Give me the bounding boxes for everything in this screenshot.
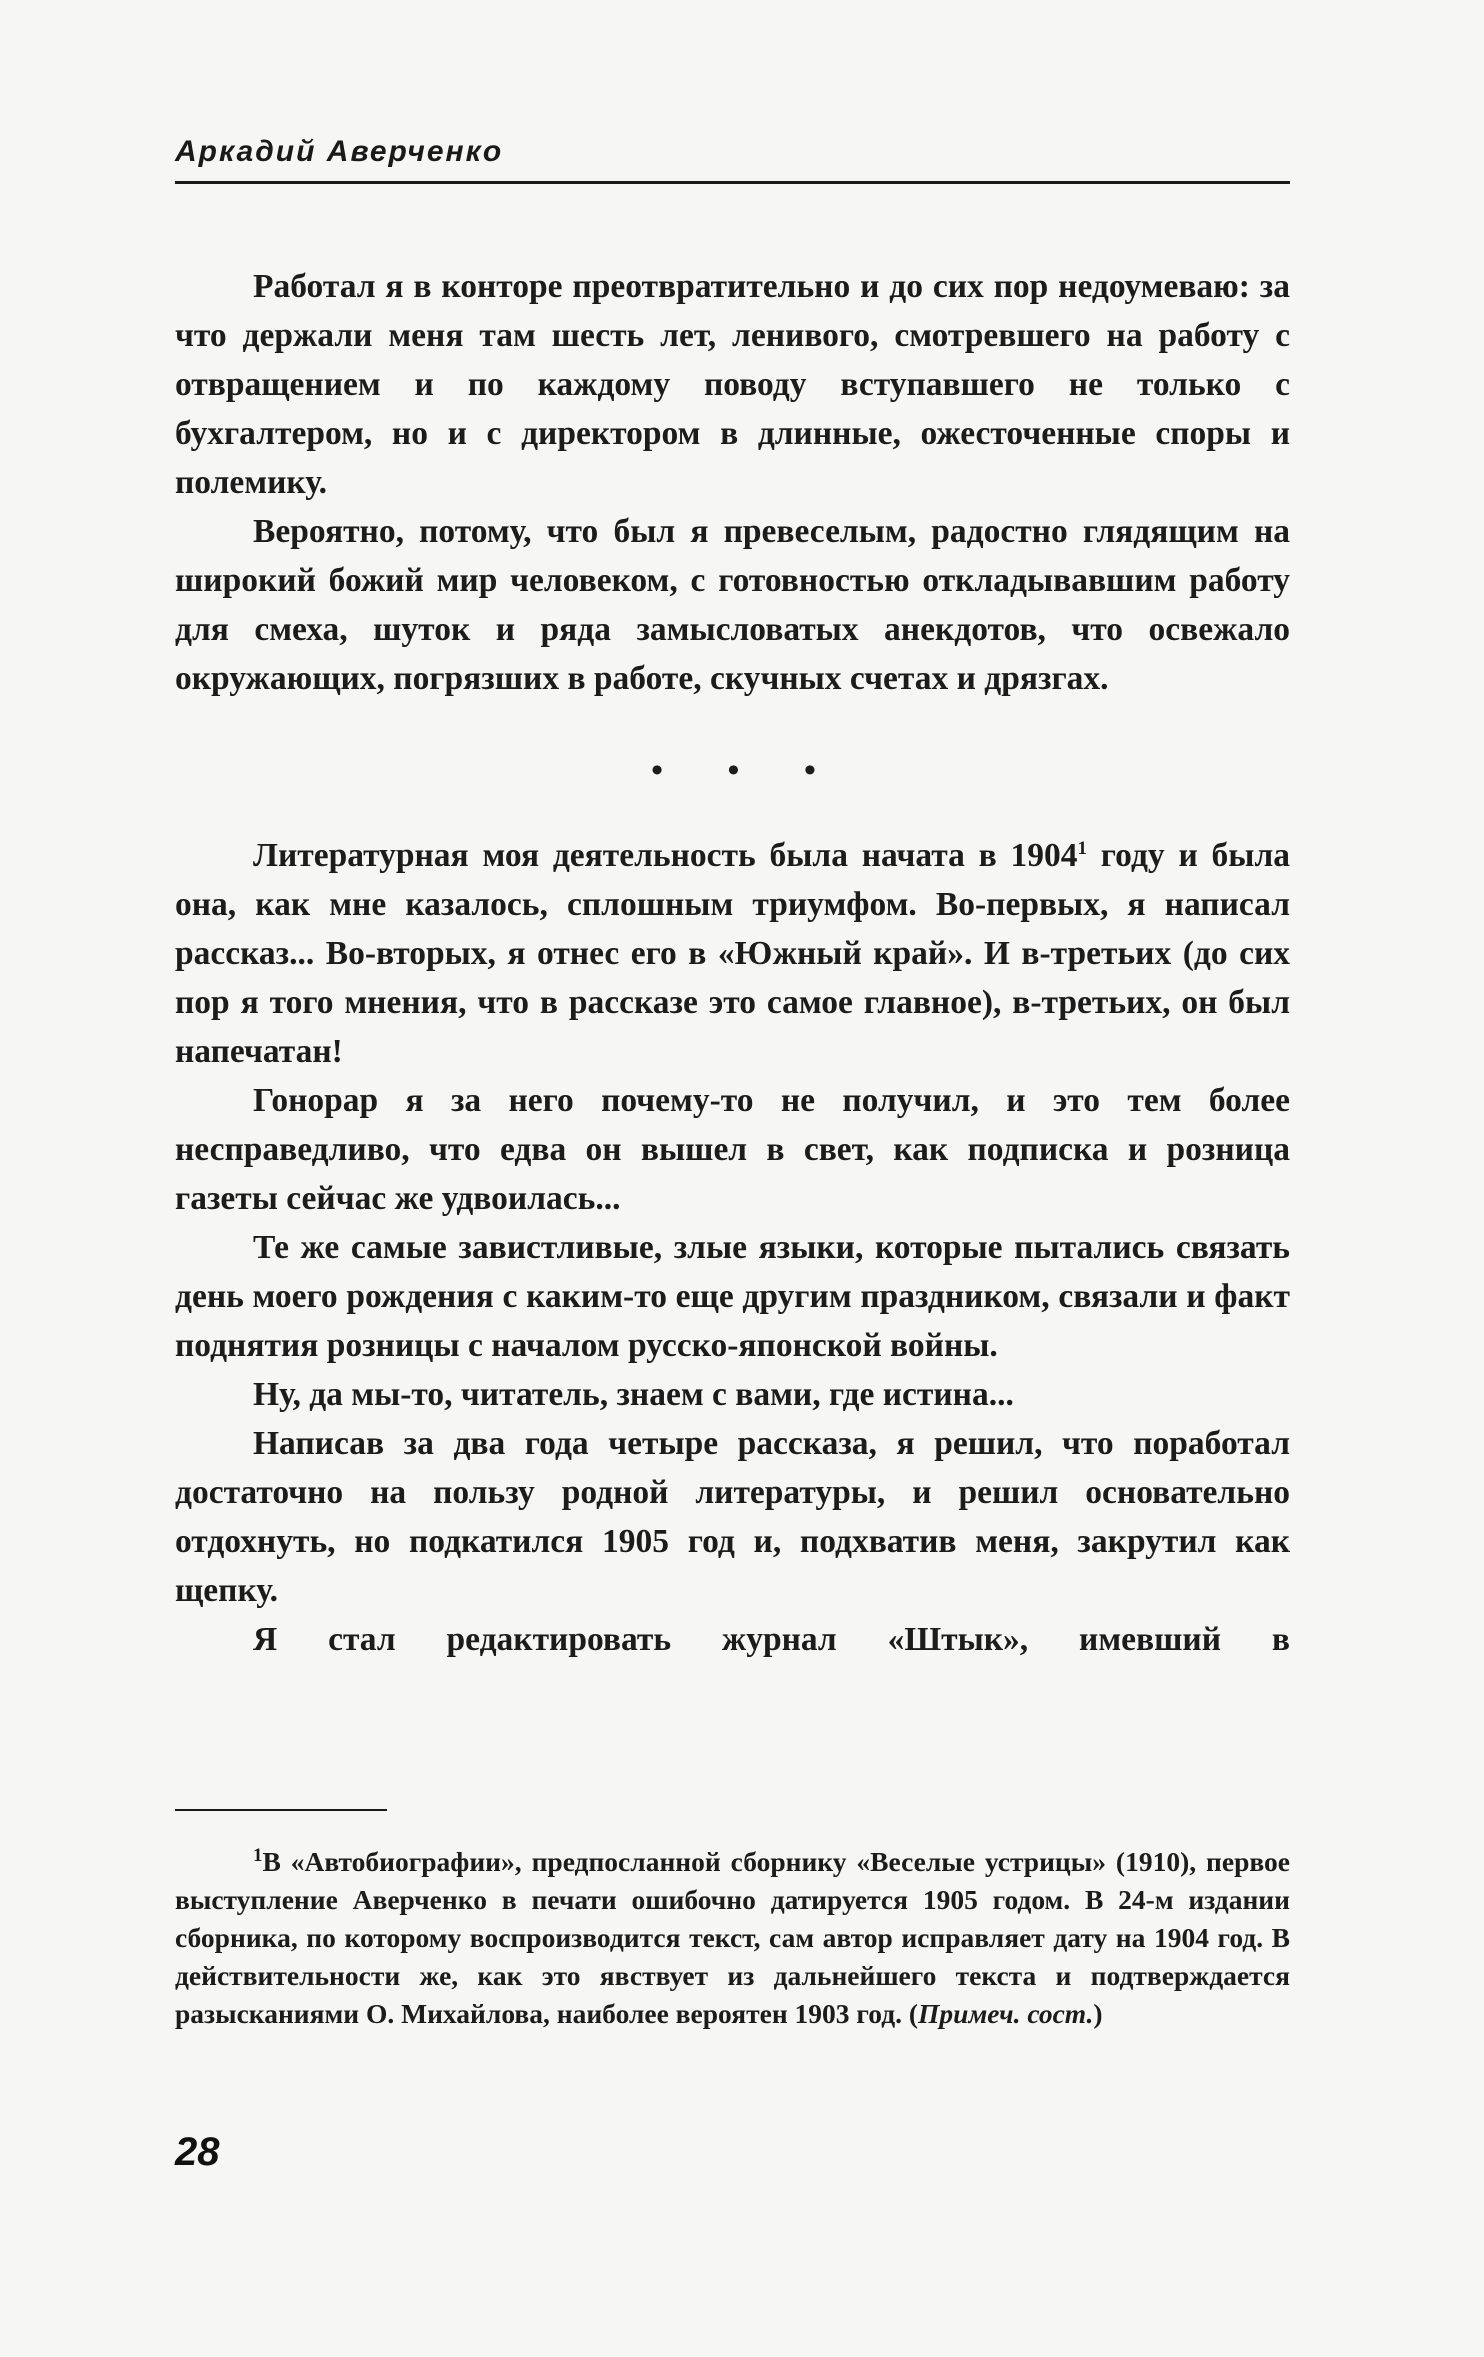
footnote-reference: 1 (1077, 837, 1088, 859)
paragraph-text-continued: году и была она, как мне казалось, сплошным триумфом. Во-первых, я написал рассказ... Во-вторых, я отнес его в «Южный край». И в-третьих (до сих пор я того мнения, что в рассказе это самое главное), в-третьих, он был напечатан! (175, 837, 1290, 1070)
footnote-text (175, 1843, 1290, 2033)
paragraph: Работал я в конторе преотвратительно и до сих пор недоумеваю: за что держали меня там шесть лет, ленивого, смотревшего на работу с отвращением и по каждому поводу вступавшего не только с бухгалтером, но и с директором в длинные, ожесточенные споры и полемику. (175, 268, 1290, 501)
section-separator: • • • (651, 752, 844, 789)
paragraph: Гонорар я за него почему-то не получил, и это тем более несправедливо, что едва он вышел в свет, как подписка и розница газеты сейчас же удвоилась... (175, 1082, 1290, 1217)
footnote-note-label: Примеч. сост. (918, 1998, 1094, 2029)
running-head-author: Аркадий Аверченко (175, 135, 504, 168)
running-head (175, 135, 1290, 184)
body-text (175, 262, 1290, 1664)
footnote-marker: 1 (253, 1844, 263, 1866)
paragraph (175, 831, 1290, 1076)
paragraph: Вероятно, потому, что был я превеселым, радостно глядящим на широкий божий мир человеком, с готовностью откладывавшим работу для смеха, шуток и ряда замысловатых анекдотов, что освежало окружающих, погрязших в работе, скучных счетах и дрязгах. (175, 513, 1290, 697)
paragraph-text: Литературная моя деятельность была начата в 1904 (253, 837, 1078, 874)
paragraph: Написав за два года четыре рассказа, я решил, что поработал достаточно на пользу родной литературы, и решил основательно отдохнуть, но подкатился 1905 год и, подхватив меня, закрутил как щепку. (175, 1425, 1290, 1609)
footnote (175, 1843, 1290, 2033)
paragraph: Ну, да мы-то, читатель, знаем с вами, где истина... (253, 1376, 1014, 1413)
paragraph-continues: Я стал редактировать журнал «Штык», имевший в (253, 1621, 1290, 1658)
footnote-rule (175, 1809, 387, 1811)
footnote-body: В «Автобиографии», предпосланной сборнику «Веселые устрицы» (1910), первое выступление Аверченко в печати ошибочно датируется 1905 годом. В 24-м издании сборника, по которому воспроизводится текст, сам автор исправляет дату на 1904 год. В действительности же, как это явствует из дальнейшего текста и подтверждается разысканиями О. Михайлова, наиболее вероятен 1903 год. ( (175, 1846, 1290, 2029)
footnote-closing: ) (1093, 1998, 1103, 2029)
page-number: 28 (175, 2130, 220, 2174)
paragraph: Те же самые завистливые, злые языки, которые пытались связать день моего рождения с каким-то еще другим праздником, связали и факт поднятия розницы с началом русско-японской войны. (175, 1229, 1290, 1364)
